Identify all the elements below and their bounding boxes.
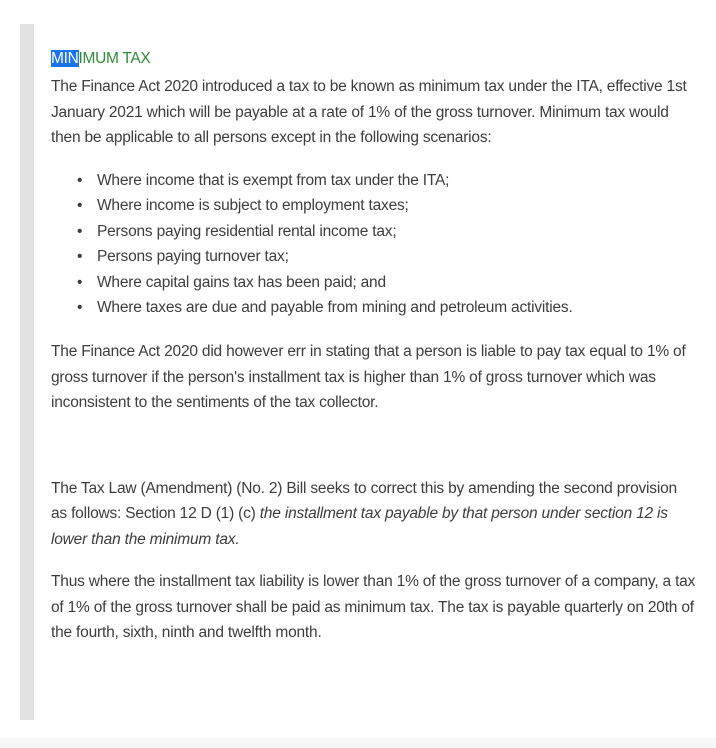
closing-paragraph: Thus where the installment tax liability is lower than 1% of the gross turnover of a company, a tax of 1% of the gross turnover shall be paid as minimum tax. The tax is payable quarterly on 20th of the fourth, sixth, ninth and twelfth month. — [51, 573, 696, 642]
page-footer-band — [0, 738, 716, 748]
list-item: • Where income that is exempt from tax under the ITA; — [97, 168, 696, 194]
error-paragraph: The Finance Act 2020 did however err in stating that a person is liable to pay tax equal to 1% of gross turnover if the person's installment tax is higher than 1% of gross turnover which was inconsistent to the sentiments of the tax collector. — [51, 343, 686, 412]
bullet-icon: • — [77, 299, 83, 317]
bullet-icon: • — [77, 273, 83, 291]
article-body — [51, 48, 696, 646]
bill-paragraph — [51, 476, 696, 553]
list-item: • Where taxes are due and payable from mining and petroleum activities. — [97, 295, 696, 321]
bill-text: The Tax Law (Amendment) (No. 2) Bill seeks to correct this by amending the second provision as follows: Section 12 D (1) (c) — [51, 479, 677, 523]
bullet-icon: • — [77, 171, 83, 189]
exceptions-list — [51, 168, 696, 322]
heading-text: IMUM TAX — [78, 50, 151, 67]
bullet-icon: • — [77, 248, 83, 266]
section-heading — [51, 48, 696, 70]
list-item: • Persons paying turnover tax; — [97, 244, 696, 270]
blockquote-left-border — [20, 24, 34, 720]
bill-quoted-provision: the installment tax payable by that person under section 12 is lower than the minimum tax. — [51, 505, 668, 548]
list-item: • Where capital gains tax has been paid; and — [97, 270, 696, 296]
intro-paragraph: The Finance Act 2020 introduced a tax to be known as minimum tax under the ITA, effective 1st January 2021 which will be payable at a rate of 1% of the gross turnover. Minimum tax would then be applicable to all persons except in the following scenarios: — [51, 78, 687, 146]
bullet-icon: • — [77, 197, 83, 215]
list-item: • Where income is subject to employment taxes; — [97, 193, 696, 219]
selected-text-highlight[interactable]: MIN — [51, 50, 79, 67]
list-item: • Persons paying residential rental income tax; — [97, 219, 696, 245]
bullet-icon: • — [77, 222, 83, 240]
